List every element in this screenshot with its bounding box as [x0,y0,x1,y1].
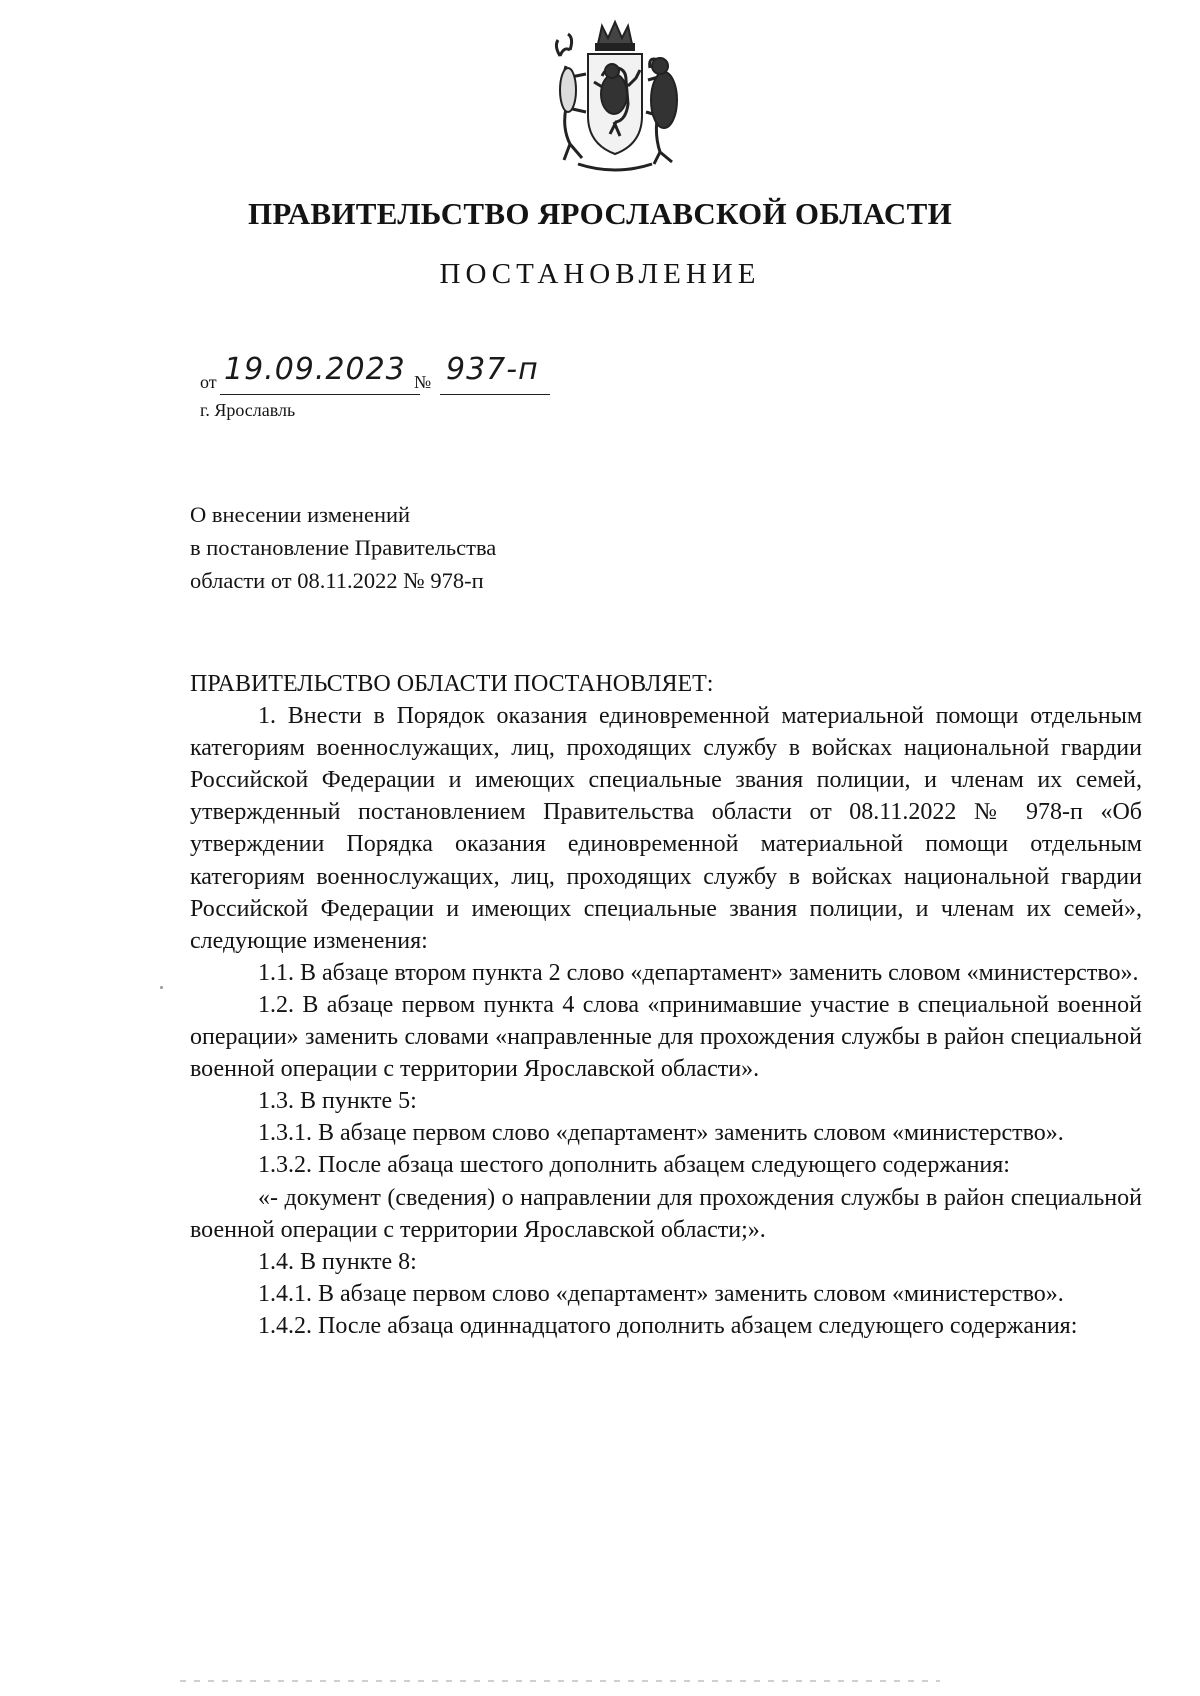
paragraph-1-3-1: 1.3.1. В абзаце первом слово «департамент» заменить словом «министерство». [258,1120,1064,1147]
paragraph-1: 1. Внести в Порядок оказания единовременной материальной помощи отдельным категориям военнослужащих, лиц, проходящих службу в войсках национальной гвардии Российской Федерации и имеющих специальные звания полиции, и членам их семей, утвержденный постановлением Правительства области от 08.11.2022 № 978-п «Об утверждении Порядка оказания единовременной материальной помощи отдельным категориям военнослужащих, лиц, проходящих службу в войсках национальной гвардии Российской Федерации и имеющих специальные звания полиции, и членам их семей», следующие изменения: [190,703,1142,954]
date-prefix: от [200,372,217,392]
number-prefix: № [414,372,432,392]
paragraph-1-3: 1.3. В пункте 5: [258,1088,417,1115]
scan-edge-artifact [180,1680,940,1682]
paragraph-1-1: 1.1. В абзаце втором пункта 2 слово «департамент» заменить словом «министерство». [258,959,1139,986]
paragraph-1-4-1: 1.4.1. В абзаце первом слово «департамент» заменить словом «министерство». [258,1280,1064,1307]
subject-line: области от 08.11.2022 № 978-п [190,568,484,593]
scan-speck [160,986,163,989]
date-number-line [200,352,700,402]
government-title: ПРАВИТЕЛЬСТВО ЯРОСЛАВСКОЙ ОБЛАСТИ [248,196,952,231]
document-city: г. Ярославль [200,400,296,420]
subject-line: в постановление Правительства [190,535,497,560]
coat-of-arms-emblem [530,16,700,176]
paragraph-quote: «- документ (сведения) о направлении для прохождения службы в район специальной военной операции с территории Ярославской области;». [190,1184,1142,1243]
paragraph-1-4-2: 1.4.2. После абзаца одиннадцатого дополнить абзацем следующего содержания: [258,1312,1078,1339]
paragraph-1-3-2: 1.3.2. После абзаца шестого дополнить абзацем следующего содержания: [258,1152,1010,1179]
document-body [190,668,1142,1342]
resolution-heading: ПРАВИТЕЛЬСТВО ОБЛАСТИ ПОСТАНОВЛЯЕТ: [190,671,714,697]
number-underline [440,394,550,395]
subject-line: О внесении изменений [190,502,411,527]
document-subject [190,498,496,597]
date-underline [220,394,420,395]
document-date: 19.09.2023 [224,352,406,387]
document-type: ПОСТАНОВЛЕНИЕ [439,258,761,290]
paragraph-1-2: 1.2. В абзаце первом пункта 4 слова «принимавшие участие в специальной военной операции» заменить словами «направленные для прохождения службы в район специальной военной операции с территории Ярославской области». [190,991,1142,1083]
paragraph-1-4: 1.4. В пункте 8: [258,1248,417,1275]
document-number: 937-п [446,352,539,387]
